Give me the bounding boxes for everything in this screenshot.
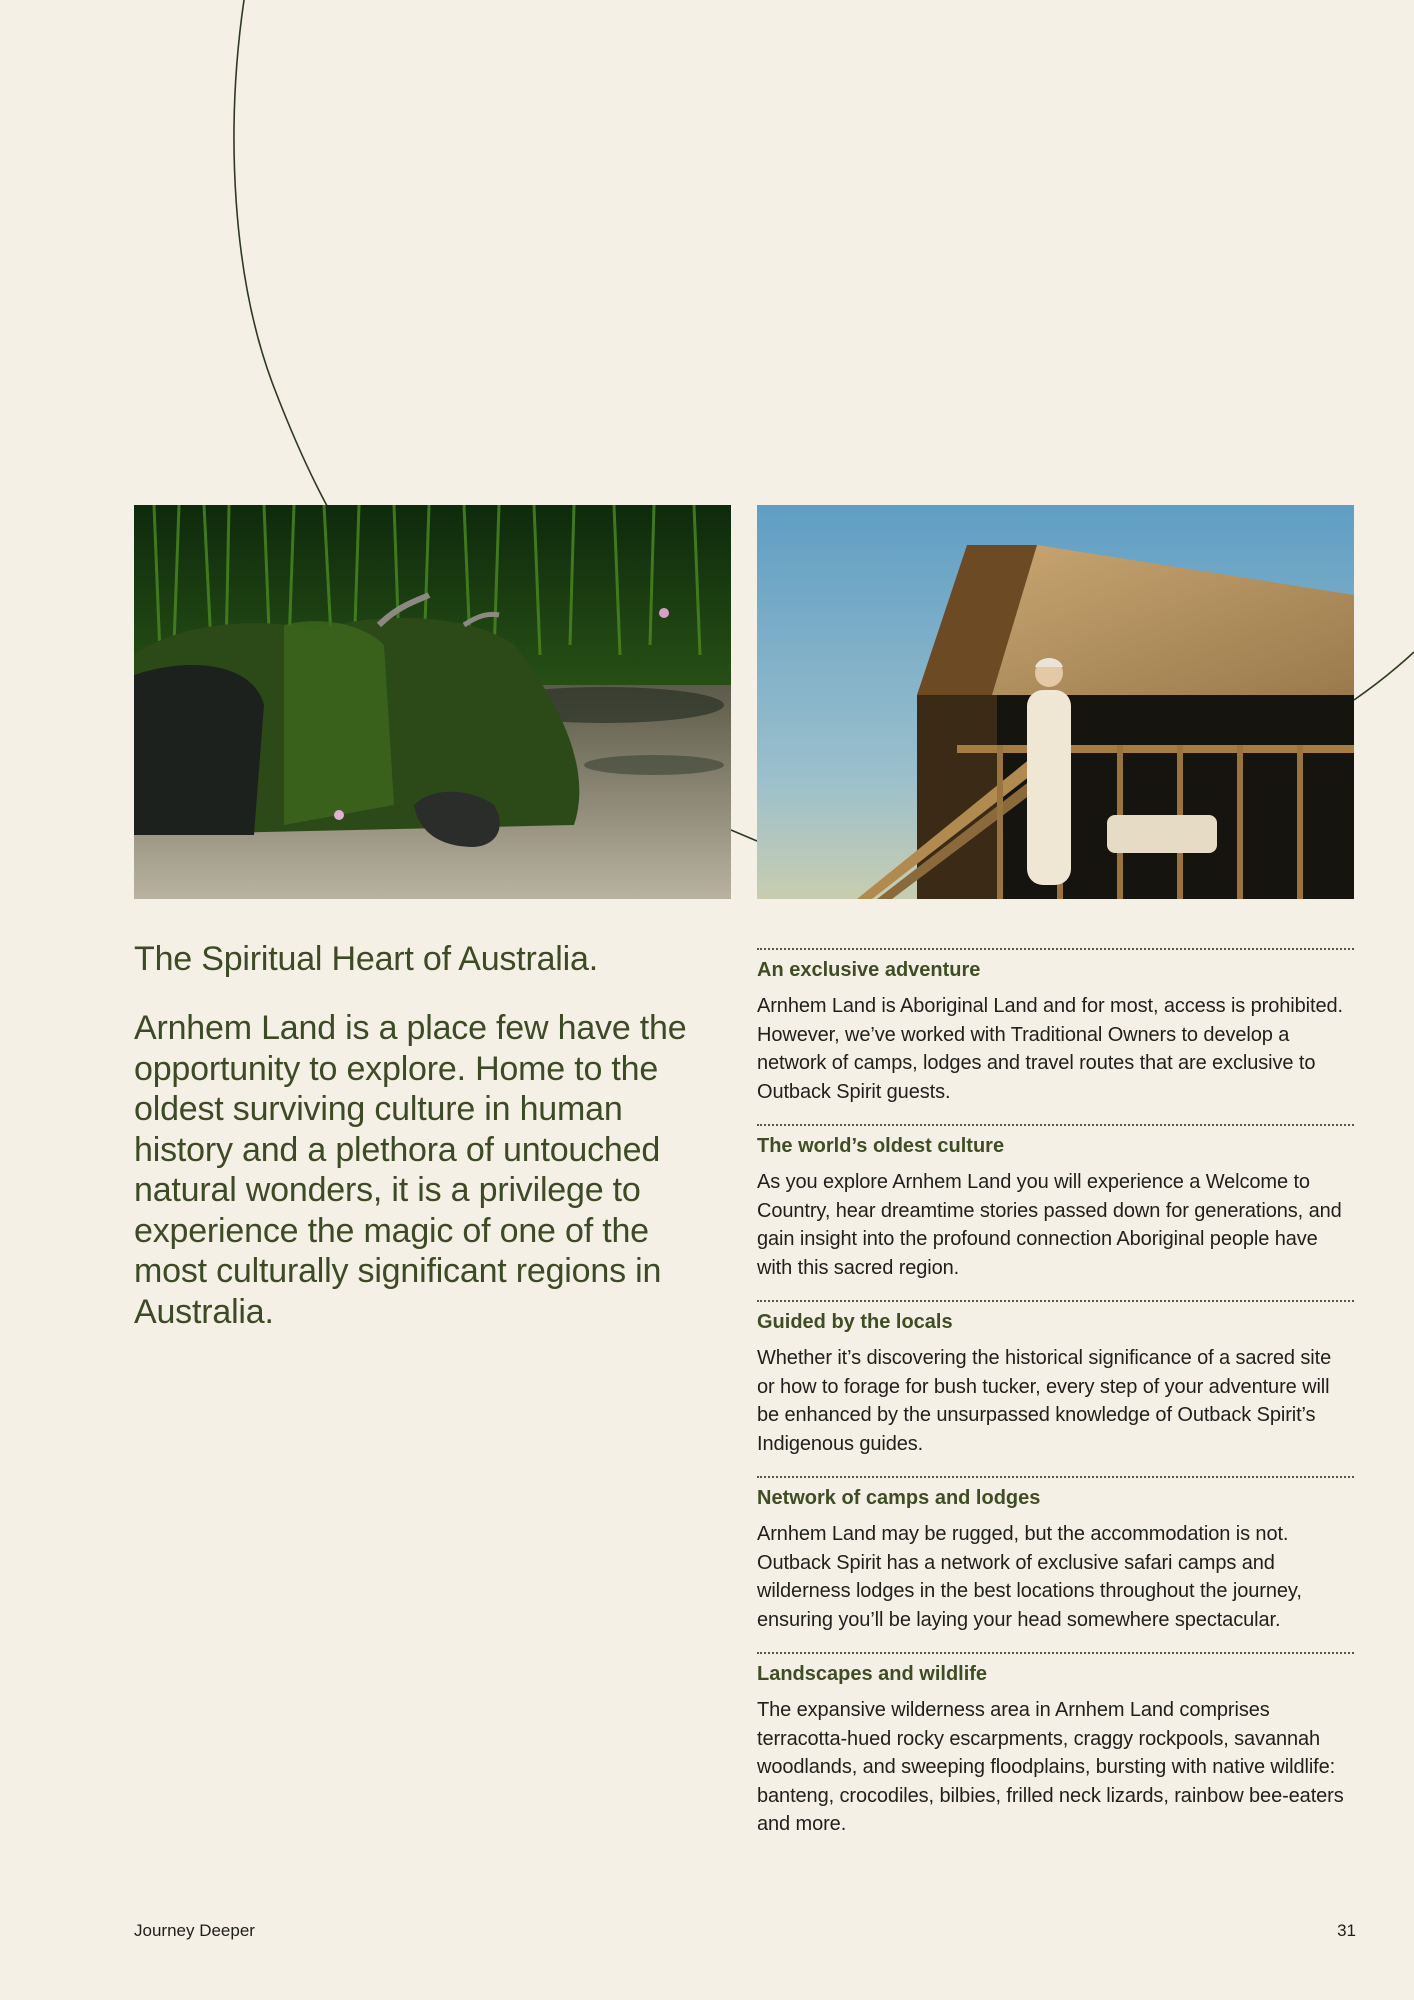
feature-body: Whether it’s discovering the historical significance of a sacred site or how to forage for bush tucker, every step of your adventure will be enhanced by the unsurpassed knowledge of Outback Spirit’s Indigenous guides.: [757, 1347, 1332, 1455]
feature-title: The world’s oldest culture: [757, 1135, 1005, 1157]
feature-section: [757, 948, 1354, 1106]
photo-safari-tent: [757, 505, 1354, 899]
feature-body: Arnhem Land is Aboriginal Land and for most, access is prohibited. However, we’ve worked with Traditional Owners to develop a network of camps, lodges and travel routes that are exclusive to Outback Spirit guests.: [757, 995, 1343, 1103]
feature-section: [757, 1652, 1354, 1839]
feature-section: [757, 1476, 1354, 1634]
feature-section: [757, 1300, 1354, 1458]
feature-body: The expansive wilderness area in Arnhem Land comprises terracotta-hued rocky escarpments, craggy rockpools, savannah woodlands, and sweeping floodplains, bursting with native wildlife: banteng, crocodiles, bilbies, frilled neck lizards, rainbow bee-eaters and more.: [757, 1699, 1344, 1835]
safari-tent-icon: [757, 505, 1354, 899]
feature-title: Guided by the locals: [757, 1311, 953, 1333]
feature-section: [757, 1124, 1354, 1282]
water-buffalo-icon: [134, 505, 731, 899]
feature-title: Landscapes and wildlife: [757, 1663, 988, 1685]
page-title: The Spiritual Heart of Australia.: [134, 940, 598, 978]
page-number: 31: [1337, 1921, 1356, 1940]
footer-publication-title: Journey Deeper: [134, 1921, 255, 1940]
feature-body: Arnhem Land may be rugged, but the accommodation is not. Outback Spirit has a network of exclusive safari camps and wilderness lodges in the best locations throughout the journey, ensuring you’ll be laying your head somewhere spectacular.: [757, 1523, 1302, 1631]
photo-water-buffalo: [134, 505, 731, 899]
feature-title: An exclusive adventure: [757, 959, 981, 981]
feature-body: As you explore Arnhem Land you will experience a Welcome to Country, hear dreamtime stories passed down for generations, and gain insight into the profound connection Aboriginal people have with this sacred region.: [757, 1171, 1342, 1279]
intro-paragraph: Arnhem Land is a place few have the opportunity to explore. Home to the oldest surviving culture in human history and a plethora of untouched natural wonders, it is a privilege to experience the magic of one of the most culturally significant regions in Australia.: [134, 1009, 687, 1331]
left-column: [134, 938, 704, 1332]
feature-title: Network of camps and lodges: [757, 1487, 1041, 1509]
feature-list: [757, 948, 1354, 1857]
